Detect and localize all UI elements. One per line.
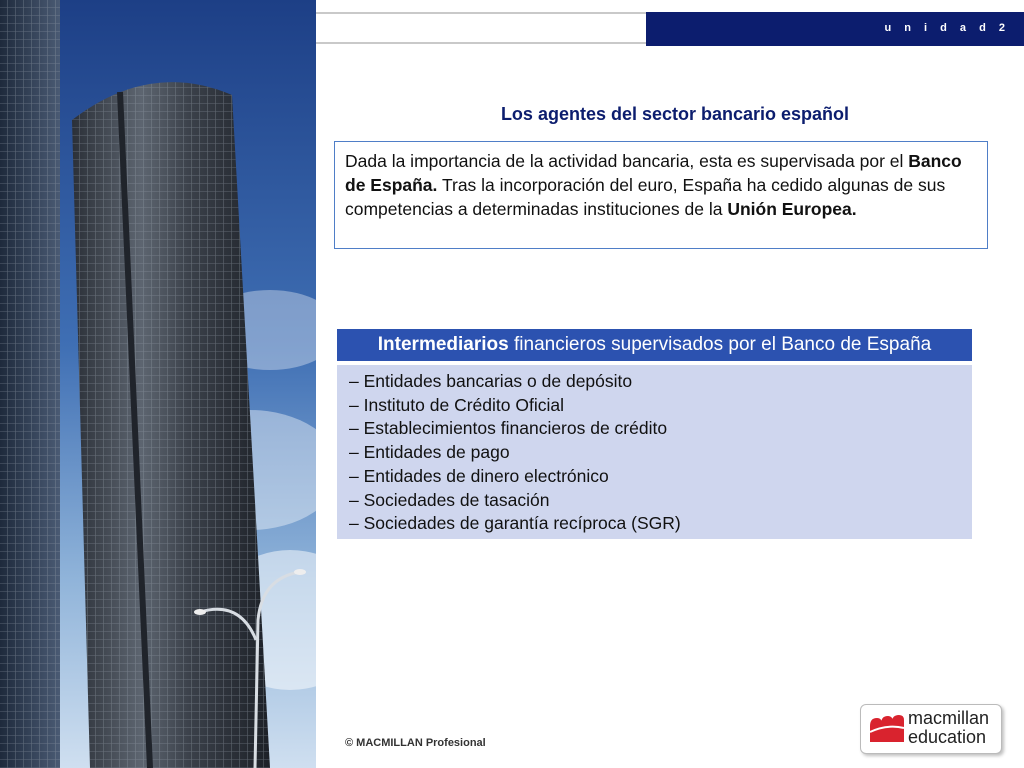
list-item: – Instituto de Crédito Oficial (349, 394, 564, 415)
slide-title: Los agentes del sector bancario español (500, 104, 850, 124)
list-item: – Sociedades de tasación (349, 489, 550, 510)
macmillan-m-icon (869, 714, 905, 744)
skyscraper-photo (0, 0, 316, 768)
list-item: – Sociedades de garantía recíproca (SGR) (349, 513, 681, 534)
list-item: – Establecimientos financieros de crédito (349, 418, 668, 439)
intermediaries-list-box (337, 365, 972, 539)
list-header-rest: financieros supervisados por el Banco de España (508, 334, 932, 355)
intro-text-bold2: Unión Europea. (727, 199, 857, 219)
list-header (337, 329, 972, 361)
list-item: – Entidades bancarias o de depósito (349, 371, 633, 391)
logo-line2: education (908, 727, 987, 747)
intro-text-part2: Tras la incorporación del euro, España ha cedido algunas de sus competencias a determinadas instituciones de la (345, 175, 946, 219)
header-bar-dark (646, 12, 1024, 46)
logo-text (908, 709, 989, 747)
header-bar-light (316, 12, 646, 44)
copyright-text: © MACMILLAN Profesional (345, 737, 486, 749)
intermediaries-list (349, 370, 960, 536)
list-header-bold: Intermediarios (377, 334, 509, 355)
intro-text-part1: Dada la importancia de la actividad bancaria, esta es supervisada por el (345, 151, 909, 171)
macmillan-education-logo (860, 704, 1002, 754)
logo-line1: macmillan (908, 708, 990, 728)
list-item: – Entidades de dinero electrónico (349, 465, 609, 486)
intro-text-bold1: Banco de España. (345, 151, 962, 195)
list-item: – Entidades de pago (349, 442, 510, 463)
unit-label: u n i d a d 2 (884, 22, 1010, 34)
intro-text-box (334, 141, 988, 249)
